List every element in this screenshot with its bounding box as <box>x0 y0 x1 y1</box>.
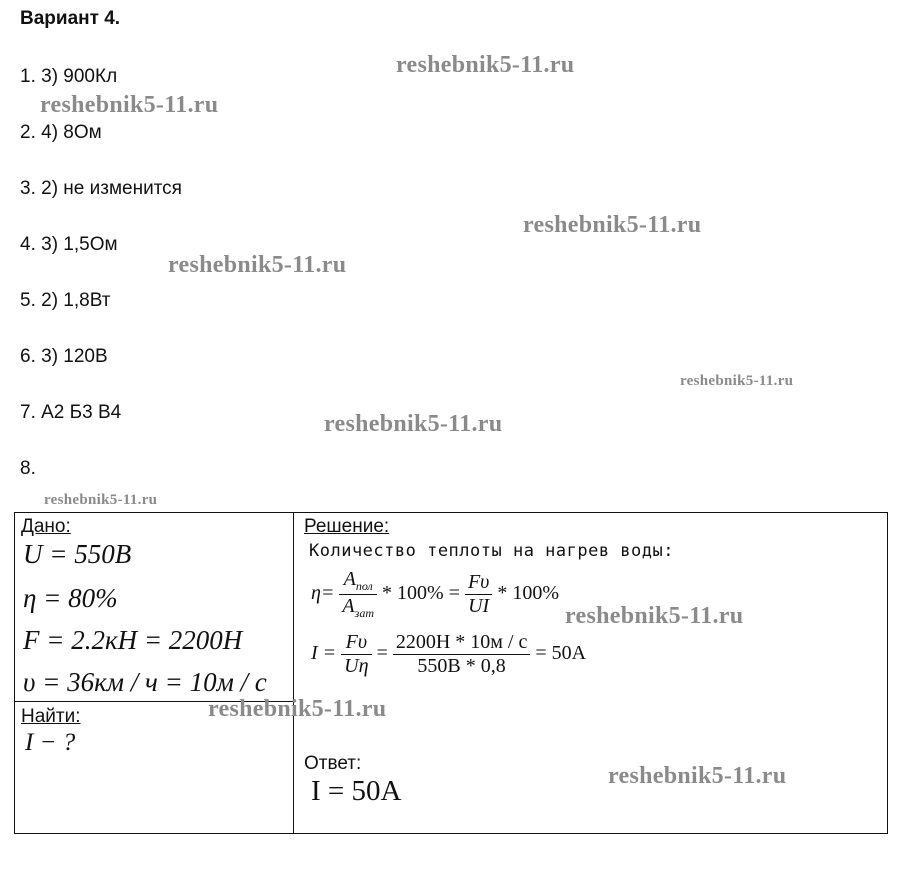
find-label: Найти: <box>21 706 81 727</box>
answer-2: 2. 4) 8Ом <box>20 122 102 143</box>
given-column <box>15 513 294 833</box>
watermark: reshebnik5-11.ru <box>168 252 347 278</box>
watermark: reshebnik5-11.ru <box>396 52 575 78</box>
fraction-work: $\frac{A_{пол}}{A_{зат}}$ <box>339 568 377 621</box>
watermark: reshebnik5-11.ru <box>523 212 702 238</box>
given-voltage: U = 550B <box>23 539 132 569</box>
watermark: reshebnik5-11.ru <box>565 603 744 629</box>
find-value: I − ? <box>25 729 76 756</box>
watermark: reshebnik5-11.ru <box>40 92 219 118</box>
fraction-formula: $\frac{F\upsilon}{U\eta}$ <box>341 631 371 678</box>
page-title: Вариант 4. <box>20 8 121 29</box>
solution-intro: Количество теплоты на нагрев воды: <box>309 541 674 561</box>
answer-value: I = 50A <box>311 775 402 807</box>
equation-efficiency: η= $\frac{A_{пол}}{A_{зат}}$ * 100% = $\frac{F\upsilon}{UI}$ * 100% <box>311 568 560 620</box>
solution-label: Решение: <box>304 516 390 537</box>
watermark: reshebnik5-11.ru <box>208 696 387 722</box>
fraction-power: $\frac{F\upsilon}{UI}$ <box>465 571 492 618</box>
answer-3: 3. 2) не изменится <box>20 178 182 199</box>
answer-5: 5. 2) 1,8Вт <box>20 290 111 311</box>
watermark: reshebnik5-11.ru <box>324 411 503 437</box>
given-efficiency: η = 80% <box>23 583 118 613</box>
answer-label: Ответ: <box>304 753 362 774</box>
answer-1: 1. 3) 900Кл <box>20 66 118 87</box>
fraction-numbers: $\frac{2200H * 10м / с}{550B * 0,8}$ <box>393 631 531 678</box>
watermark: reshebnik5-11.ru <box>680 373 794 389</box>
given-speed: υ = 36км / ч = 10м / с <box>23 667 267 697</box>
answer-6: 6. 3) 120В <box>20 346 108 367</box>
given-force: F = 2.2кН = 2200Н <box>23 625 243 655</box>
watermark: reshebnik5-11.ru <box>608 763 787 789</box>
given-label: Дано: <box>21 516 71 537</box>
answer-7: 7. А2 Б3 В4 <box>20 402 122 423</box>
watermark: reshebnik5-11.ru <box>44 492 158 508</box>
answer-8: 8. <box>20 458 36 479</box>
equation-current: I = $\frac{F\upsilon}{U\eta}$ = $\frac{2200H * 10м / с}{550B * 0,8}$ = 50A <box>311 631 587 677</box>
answer-4: 4. 3) 1,5Ом <box>20 234 118 255</box>
